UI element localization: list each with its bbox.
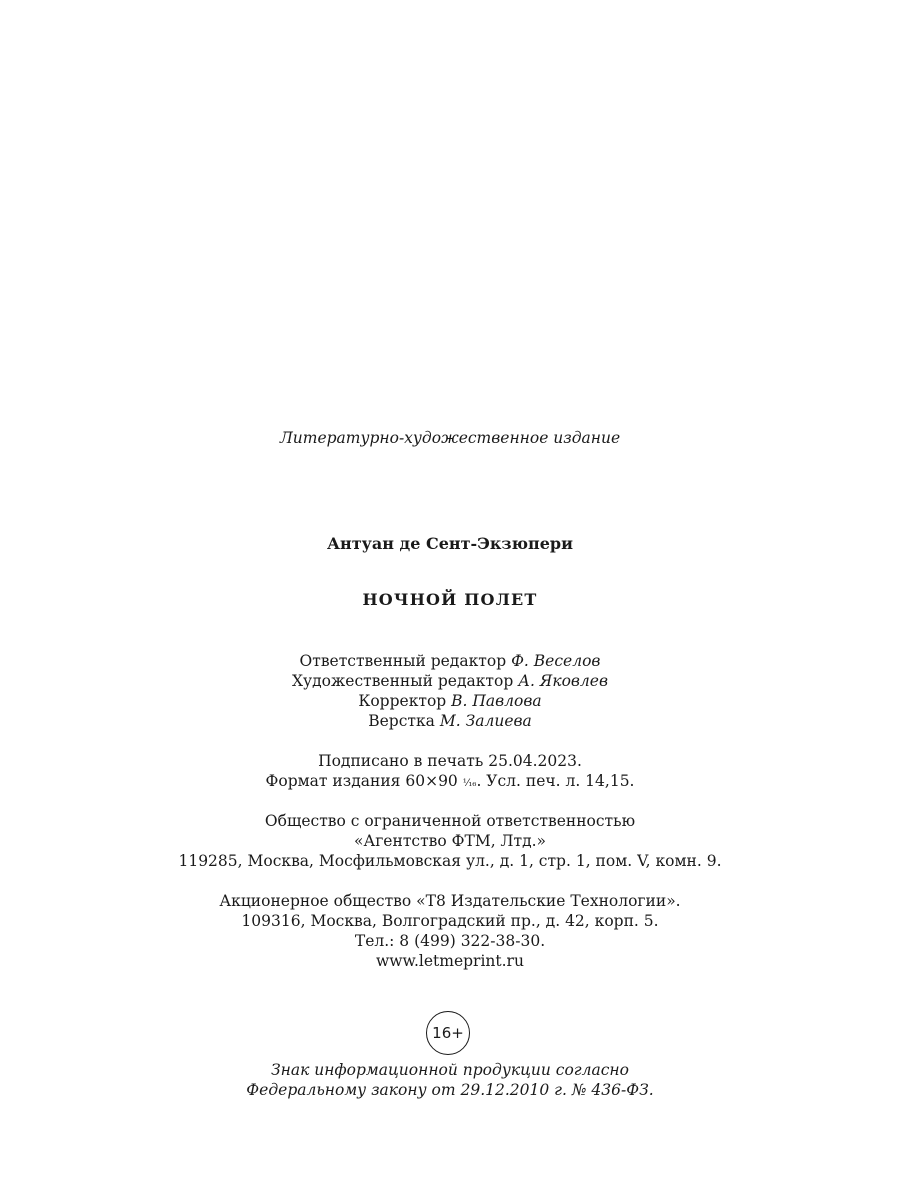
edition-format [0, 771, 900, 794]
printer-website: www.letmeprint.ru [376, 952, 524, 970]
credit-person: В. Павлова [451, 692, 542, 710]
publisher-line-2: «Агентство ФТМ, Лтд.» [353, 832, 547, 850]
book-title: НОЧНОЙ ПОЛЕТ [362, 590, 538, 609]
credit-role: Верстка [368, 712, 435, 730]
law-notice-line-2: Федеральному закону от 29.12.2010 г. № 436-ФЗ. [246, 1081, 654, 1099]
format-prefix: Формат издания 60×90 [265, 772, 458, 790]
credit-layout [0, 711, 900, 731]
credit-person: А. Яковлев [518, 672, 608, 690]
publisher-line-1: Общество с ограниченной ответственностью [264, 812, 636, 830]
format-fraction: ¹⁄₁₆ [462, 778, 477, 789]
printer-address: 109316, Москва, Волгоградский пр., д. 42, корп. 5. [241, 912, 659, 930]
credit-person: Ф. Веселов [511, 652, 601, 670]
printer-line-1: Акционерное общество «Т8 Издательские Технологии». [219, 892, 681, 910]
credit-executive-editor [0, 651, 900, 671]
format-suffix: . Усл. печ. л. 14,15. [476, 772, 635, 790]
credit-proofreader [0, 691, 900, 711]
age-rating-badge: 16+ [426, 1011, 470, 1055]
law-notice-line-1: Знак информационной продукции согласно [271, 1061, 629, 1079]
credit-art-editor [0, 671, 900, 691]
signed-to-print: Подписано в печать 25.04.2023. [318, 752, 582, 770]
credit-role: Художественный редактор [291, 672, 514, 690]
credit-person: М. Залиева [439, 712, 532, 730]
printer-phone: Тел.: 8 (499) 322-38-30. [354, 932, 546, 950]
credit-role: Ответственный редактор [299, 652, 507, 670]
edition-type: Литературно-художественное издание [279, 429, 621, 447]
author-name: Антуан де Сент-Экзюпери [327, 534, 573, 553]
publisher-address: 119285, Москва, Мосфильмовская ул., д. 1, стр. 1, пом. V, комн. 9. [178, 852, 722, 870]
credit-role: Корректор [358, 692, 447, 710]
